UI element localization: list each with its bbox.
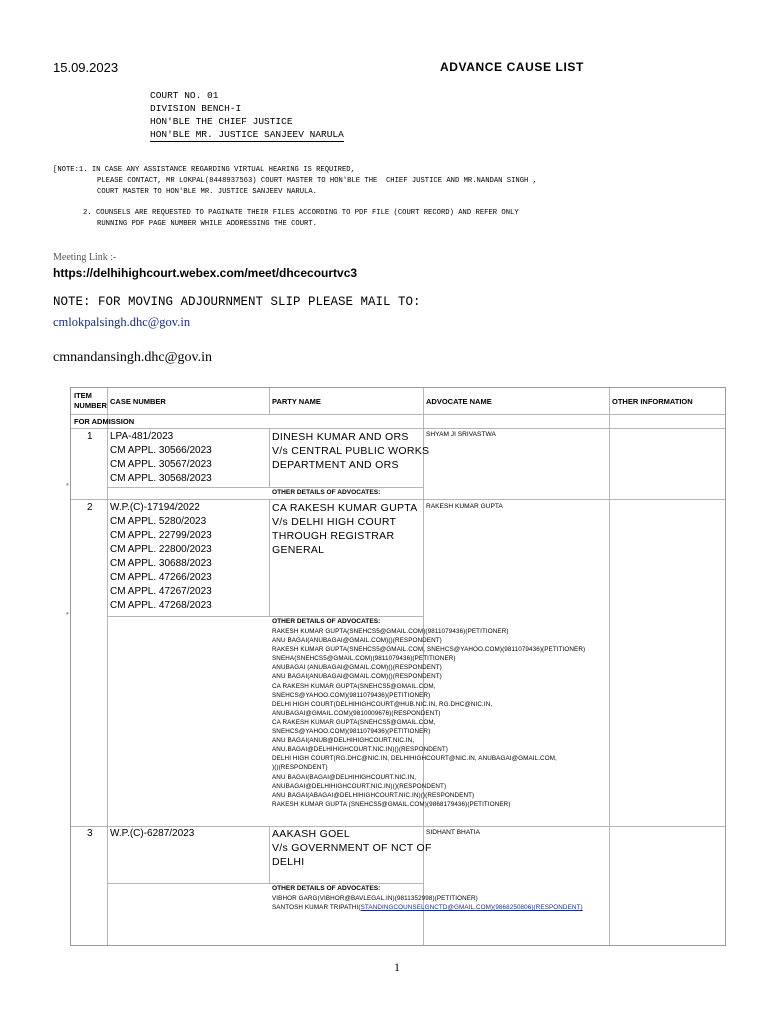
adjournment-note: NOTE: FOR MOVING ADJOURNMENT SLIP PLEASE MAIL TO: bbox=[53, 295, 421, 309]
case-number[interactable]: CM APPL. 22799/2023 bbox=[110, 530, 212, 541]
email-nandan[interactable]: cmnandansingh.dhc@gov.in bbox=[53, 350, 212, 365]
other-detail-line: ANU BAGAI(BAGAI@DELHIHIGHCOURT.NIC.IN, bbox=[272, 773, 417, 781]
case-number[interactable]: CM APPL. 5280/2023 bbox=[110, 516, 207, 527]
cause-list-date: 15.09.2023 bbox=[53, 60, 119, 75]
other-details-heading: OTHER DETAILS OF ADVOCATES: bbox=[272, 618, 381, 625]
other-detail-line: VIBHOR GARG(VIBHOR@BAVLEGAL.IN)(9811352998)(PETITIONER) bbox=[272, 895, 478, 902]
case-number[interactable]: W.P.(C)-17194/2022 bbox=[110, 502, 200, 513]
case-number[interactable]: CM APPL. 47266/2023 bbox=[110, 572, 212, 583]
other-detail-prefix: SANTOSH KUMAR TRIPATHI( bbox=[272, 904, 361, 912]
header-other-information: OTHER INFORMATION bbox=[612, 397, 693, 406]
party-name bbox=[272, 501, 418, 557]
header-item: ITEM bbox=[74, 391, 92, 400]
item-number: 2 bbox=[87, 502, 93, 513]
other-detail-line: ANUBAGAI@DELHIHIGHCOURT.NIC.IN)()(RESPONDENT) bbox=[272, 782, 447, 790]
other-detail-line: ANU BAGAI(ANUBAGAI@GMAIL.COM)()(RESPONDENT) bbox=[272, 673, 442, 681]
other-detail-line: ANUBAGAI@GMAIL.COM)(9810009676)(RESPONDENT) bbox=[272, 709, 441, 717]
case-number[interactable]: CM APPL. 22800/2023 bbox=[110, 544, 212, 555]
cause-list-table bbox=[70, 387, 726, 946]
header-case-number: CASE NUMBER bbox=[110, 397, 166, 406]
other-details-heading: OTHER DETAILS OF ADVOCATES: bbox=[272, 489, 381, 496]
court-number: COURT NO. 01 bbox=[150, 90, 219, 101]
other-detail-line: )()(RESPONDENT) bbox=[272, 764, 328, 772]
party-line: DEPARTMENT AND ORS bbox=[272, 459, 399, 471]
case-number[interactable]: W.P.(C)-6287/2023 bbox=[110, 828, 195, 839]
case-number[interactable]: CM APPL. 47268/2023 bbox=[110, 600, 212, 611]
case-number-list bbox=[110, 501, 212, 613]
other-detail-line: ANU BAGAI(ANUB@DELHIHIGHCOURT.NIC.IN, bbox=[272, 737, 415, 745]
case-number[interactable]: CM APPL. 30566/2023 bbox=[110, 445, 212, 456]
other-detail-line: RAKESH KUMAR GUPTA(SNEHCS5@GMAIL.COM, SNEHCS@YAHOO.COM)(9811079436)(PETITIONER) bbox=[272, 646, 586, 654]
header-party-name: PARTY NAME bbox=[272, 397, 321, 406]
other-detail-line bbox=[272, 903, 583, 912]
case-number[interactable]: LPA-481/2023 bbox=[110, 431, 174, 442]
other-details-list bbox=[272, 894, 583, 912]
note-1-line-2: PLEASE CONTACT, MR LOKPAL(8448937563) COURT MASTER TO HON'BLE THE CHIEF JUSTICE AND MR.NANDAN SINGH , bbox=[97, 177, 537, 185]
other-detail-line: DELHI HIGH COURT(DELHIHIGHCOURT@HUB.NIC.IN, RG.DHC@NIC.IN, bbox=[272, 700, 493, 708]
party-line: CA RAKESH KUMAR GUPTA bbox=[272, 502, 418, 514]
other-detail-line: ANU BAGAI(ANUBAGAI@GMAIL.COM)()(RESPONDENT) bbox=[272, 637, 442, 645]
advocate-name: RAKESH KUMAR GUPTA bbox=[426, 503, 503, 510]
case-number[interactable]: CM APPL. 30567/2023 bbox=[110, 459, 212, 470]
note-2-line-2: RUNNING PDF PAGE NUMBER WHILE ADDRESSING THE COURT. bbox=[97, 220, 317, 228]
document-title: ADVANCE CAUSE LIST bbox=[440, 60, 584, 74]
other-detail-line: DELHI HIGH COURT(RG.DHC@NIC.IN, DELHIHIGHCOURT@NIC.IN, ANUBAGAI@GMAIL.COM, bbox=[272, 755, 557, 763]
party-line: GENERAL bbox=[272, 544, 325, 556]
section-label: FOR ADMISSION bbox=[74, 417, 135, 426]
header-item-number: NUMBER bbox=[74, 401, 107, 410]
margin-mark: • bbox=[66, 480, 69, 489]
meeting-link[interactable]: https://delhihighcourt.webex.com/meet/dhcecourtvc3 bbox=[53, 266, 358, 280]
party-line: V/s DELHI HIGH COURT bbox=[272, 516, 397, 528]
party-line: DINESH KUMAR AND ORS bbox=[272, 431, 409, 443]
email-link[interactable]: STANDINGCOUNSELGNCTD@GMAIL.COM)(9868250806)(RESPONDENT) bbox=[360, 904, 583, 912]
case-number[interactable]: CM APPL. 30568/2023 bbox=[110, 473, 212, 484]
other-details-heading: OTHER DETAILS OF ADVOCATES: bbox=[272, 885, 381, 892]
party-line: DELHI bbox=[272, 856, 305, 868]
other-detail-line: CA RAKESH KUMAR GUPTA(SNEHCS5@GMAIL.COM, bbox=[272, 718, 436, 726]
case-number[interactable]: CM APPL. 30688/2023 bbox=[110, 558, 212, 569]
meeting-link-label: Meeting Link :- bbox=[53, 252, 117, 263]
party-name bbox=[272, 827, 432, 869]
division-bench: DIVISION BENCH-I bbox=[150, 103, 242, 114]
other-details-list bbox=[272, 627, 585, 809]
note-1-line-1: [NOTE:1. IN CASE ANY ASSISTANCE REGARDING VIRTUAL HEARING IS REQUIRED, bbox=[53, 166, 355, 174]
header-advocate-name: ADVOCATE NAME bbox=[426, 397, 492, 406]
other-detail-line: RAKESH KUMAR GUPTA (SNEHCS5@GMAIL.COM)(9868179436)(PETITIONER) bbox=[272, 800, 511, 808]
judge-sanjeev-narula: HON'BLE MR. JUSTICE SANJEEV NARULA bbox=[150, 129, 344, 140]
advocate-name: SIDHANT BHATIA bbox=[426, 829, 480, 836]
other-detail-line: RAKESH KUMAR GUPTA(SNEHCS5@GMAIL.COM)(9811079436)(PETITIONER) bbox=[272, 628, 509, 635]
other-detail-line: CA RAKESH KUMAR GUPTA(SNEHCS5@GMAIL.COM, bbox=[272, 682, 436, 690]
item-number: 3 bbox=[87, 828, 93, 839]
item-number: 1 bbox=[87, 431, 93, 442]
other-detail-line: SNEHCS@YAHOO.COM)(9811079436)(PETITIONER) bbox=[272, 728, 431, 736]
case-number-list bbox=[110, 430, 212, 486]
other-detail-line: ANU.BAGAI@DELHIHIGHCOURT.NIC.IN)()(RESPONDENT) bbox=[272, 746, 449, 754]
judge-chief-justice: HON'BLE THE CHIEF JUSTICE bbox=[150, 116, 293, 127]
party-line: V/s GOVERNMENT OF NCT OF bbox=[272, 842, 432, 854]
party-line: AAKASH GOEL bbox=[272, 828, 350, 840]
other-detail-line: SNEHA(SNEHCS5@GMAIL.COM)(9811079436)(PETITIONER) bbox=[272, 655, 456, 663]
party-name bbox=[272, 430, 429, 472]
other-detail-line: SNEHCS@YAHOO.COM)(9811079436)(PETITIONER) bbox=[272, 691, 431, 699]
margin-mark: • bbox=[66, 609, 69, 618]
page-number: 1 bbox=[394, 960, 400, 974]
note-2-line-1: 2. COUNSELS ARE REQUESTED TO PAGINATE THEIR FILES ACCORDING TO PDF FILE (COURT RECORD) AND REFER ONLY bbox=[83, 209, 519, 217]
other-detail-line: ANU BAGAI(ABAGAI@DELHIHIGHCOURT.NIC.IN)()(RESPONDENT) bbox=[272, 791, 475, 799]
note-1-line-3: COURT MASTER TO HON'BLE MR. JUSTICE SANJEEV NARULA. bbox=[97, 188, 317, 196]
case-number[interactable]: CM APPL. 47267/2023 bbox=[110, 586, 212, 597]
case-number-list bbox=[110, 827, 194, 841]
party-line: V/s CENTRAL PUBLIC WORKS bbox=[272, 445, 430, 457]
other-detail-line: ANUBAGAI (ANUBAGAI@GMAIL.COM)()(RESPONDENT) bbox=[272, 664, 442, 672]
party-line: THROUGH REGISTRAR bbox=[272, 530, 395, 542]
email-lokpal[interactable]: cmlokpalsingh.dhc@gov.in bbox=[53, 315, 191, 329]
advocate-name: SHYAM JI SRIVASTWA bbox=[426, 431, 496, 438]
